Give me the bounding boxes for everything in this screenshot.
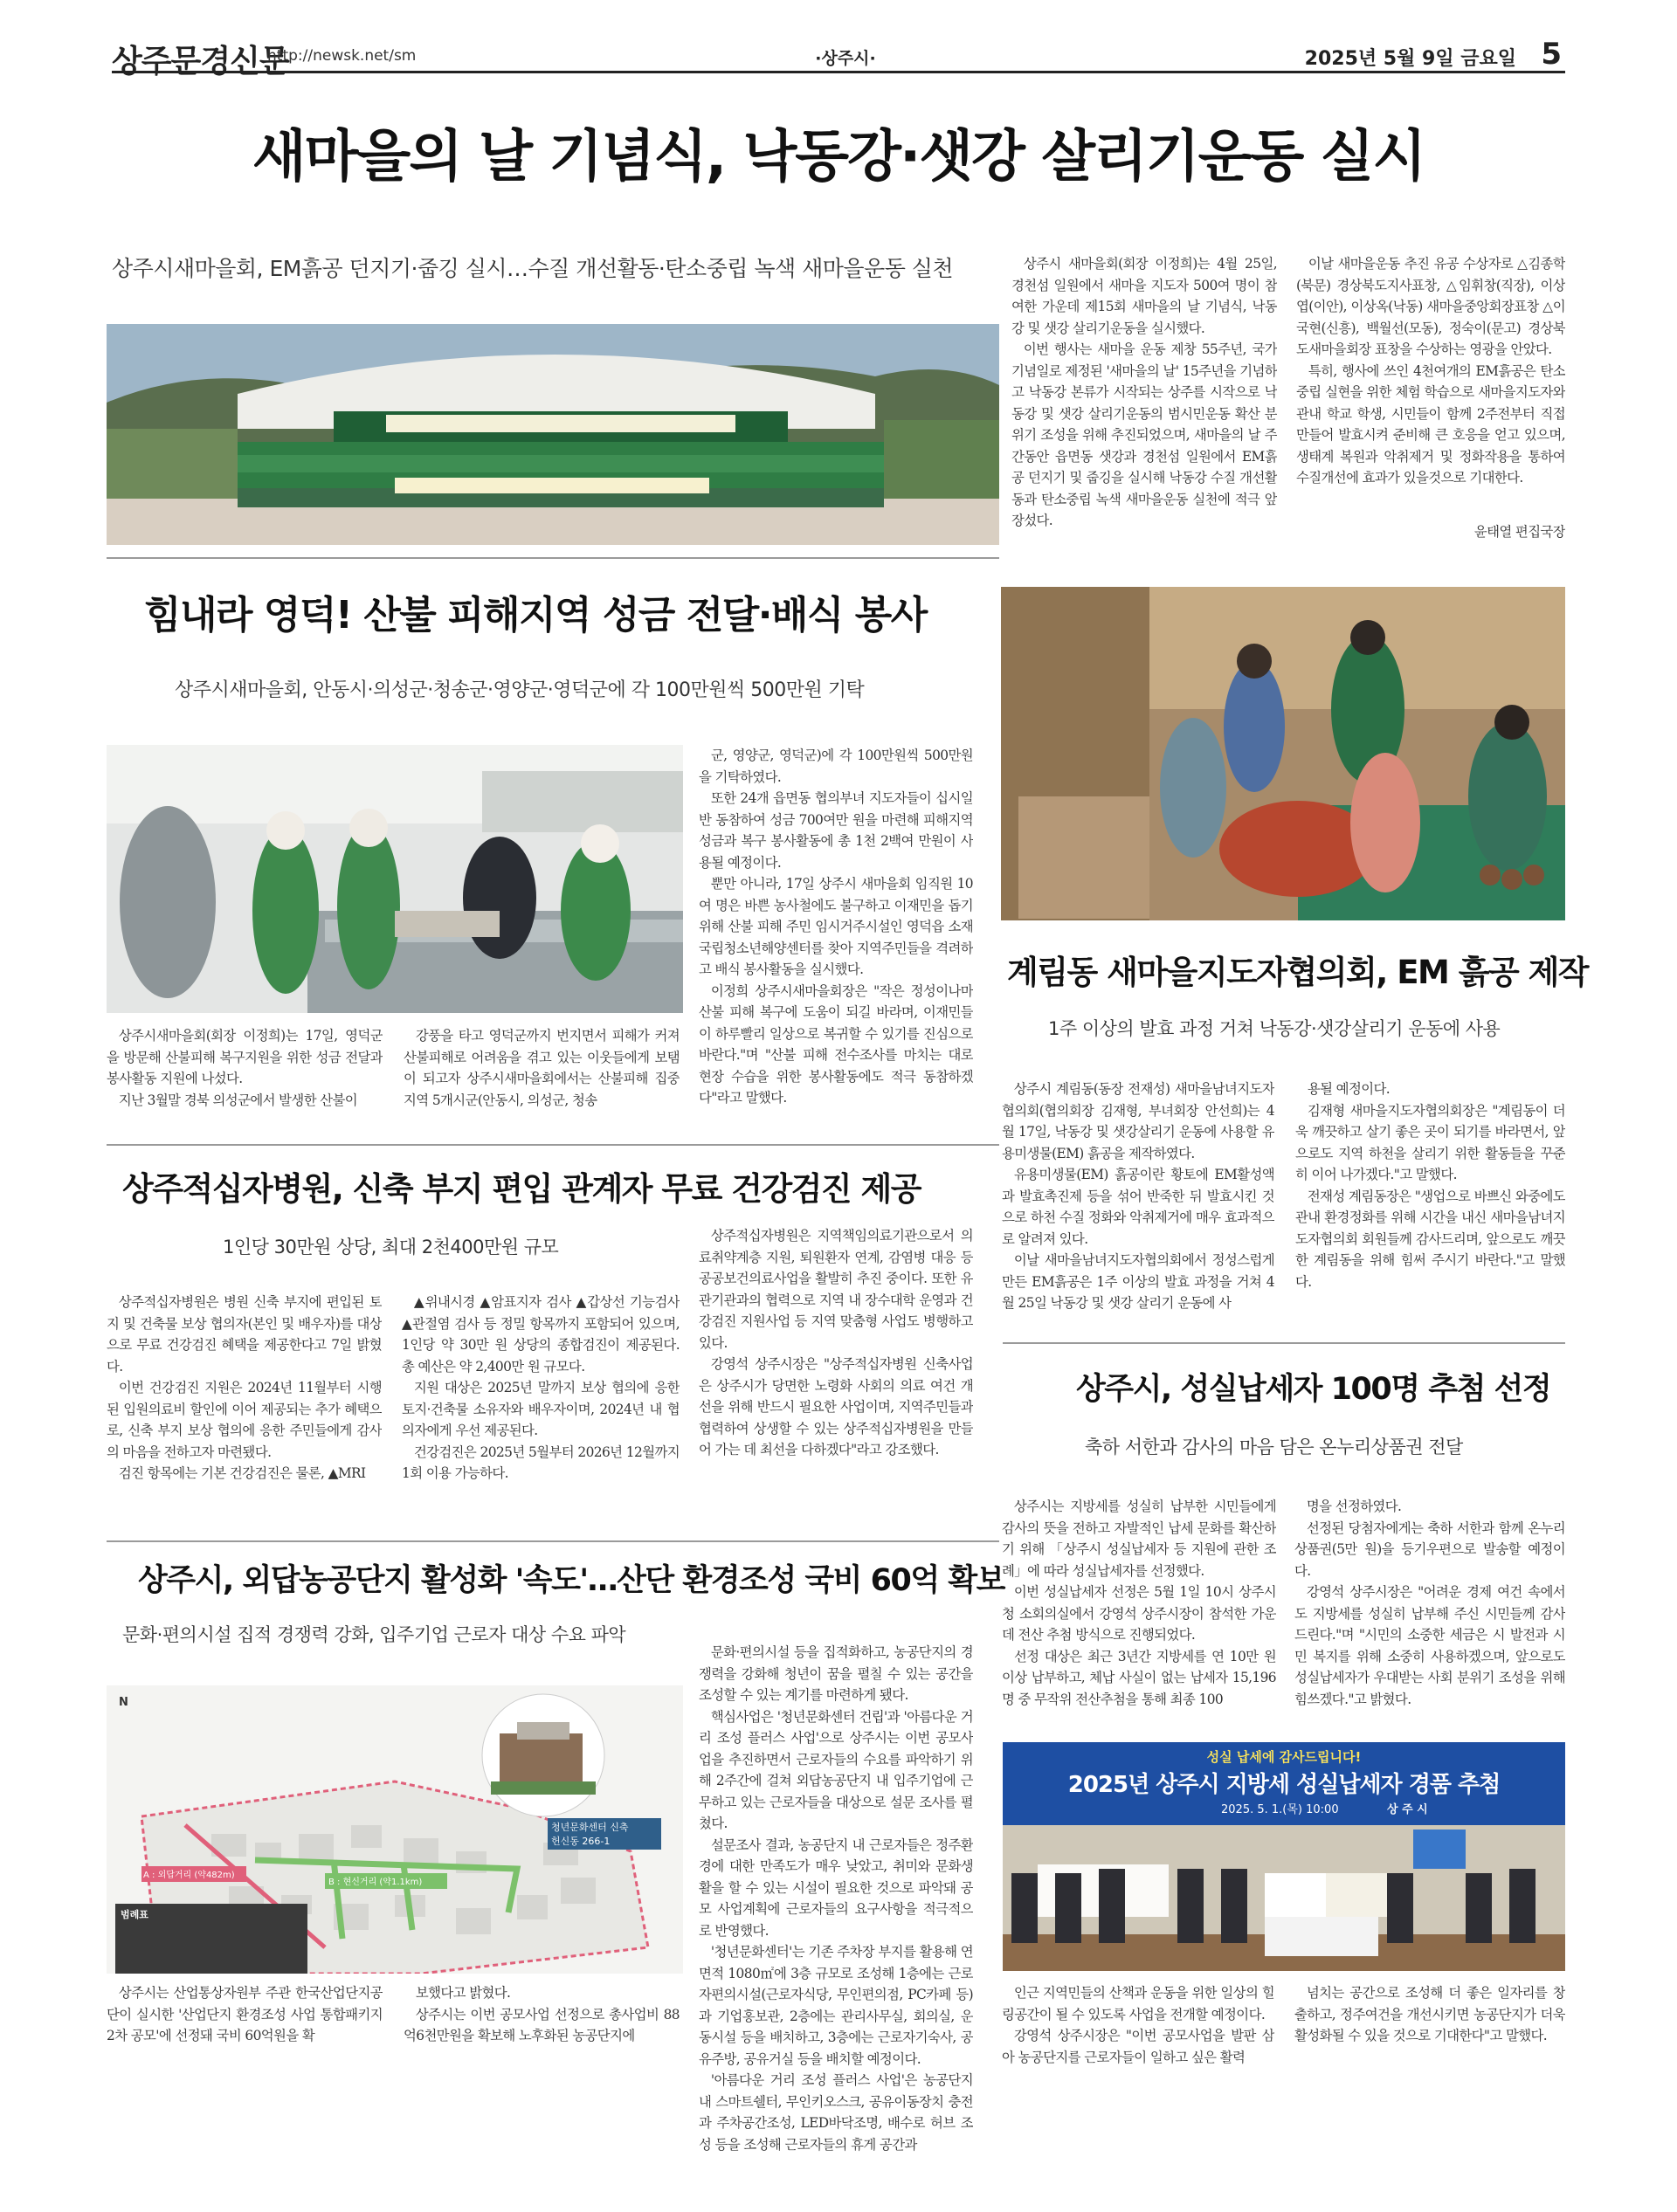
divider: [1003, 1342, 1565, 1344]
paragraph: 상주시새마을회(회장 이정희)는 17일, 영덕군을 방문해 산불피해 복구지원을 위한 성금 전달과 봉사활동 지원에 나섰다.: [107, 1028, 383, 1086]
paragraph: 용될 예정이다.: [1307, 1081, 1391, 1097]
a6-body-col-5: [1294, 1982, 1565, 2180]
paragraph: 강영석 상주시장은 "이번 공모사업을 발판 삼아 농공단지를 근로자들이 일하고 싶은 활력: [1002, 2028, 1274, 2065]
masthead: [112, 35, 1565, 79]
a1-body-col-2: [1296, 253, 1565, 520]
a2-body-col-1: [107, 1025, 383, 1130]
paragraph: 강풍을 타고 영덕군까지 번지면서 피해가 커져 산불피해로 어려움을 겪고 있는 이웃들에게 보탬이 되고자 상주시새마을회에서는 산불피해 집중지역 5개시군(안동시, 의성군, 청송: [404, 1028, 680, 1108]
paragraph: 보했다고 밝혔다.: [415, 1985, 511, 2001]
paragraph: 지난 3월말 경북 의성군에서 발생한 산불이: [118, 1092, 358, 1108]
paragraph: 상주시 계림동(동장 전재성) 새마을남녀지도자협의회(협의회장 김재형, 부녀회장 안선희)는 4월 17일, 낙동강 및 샛강살리기 운동에 사용할 유용미생물(EM) 흙공을 제작하였다.: [1002, 1081, 1274, 1161]
paragraph: 김재형 새마을지도자협의회장은 "계림동이 더욱 깨끗하고 살기 좋은 곳이 되기를 바라면서, 앞으로도 지역 하천을 살리기 위한 활동들을 꾸준히 이어 나가겠다."고 말했다.: [1295, 1102, 1565, 1182]
paragraph: '아름다운 거리 조성 플러스 사업'은 농공단지 내 스마트쉘터, 무인키오스크, 공유이동장치 충전과 주차공간조성, LED바닥조명, 배수로 허브 조성 등을 조성해 근로자들의 휴게 공간과: [699, 2072, 973, 2153]
paragraph: 문화·편의시설 등을 집적화하고, 농공단지의 경쟁력을 강화해 청년이 꿈을 펼칠 수 있는 공간을 조성할 수 있는 계기를 마련하게 됐다.: [699, 1644, 973, 1703]
paragraph: 전재성 계림동장은 "생업으로 바쁘신 와중에도 관내 환경정화를 위해 시간을 내신 새마을남녀지도자협의회 회원들께 감사드리며, 앞으로도 깨끗한 계림동을 위해 힘써 주시기 바란다."고 말했다.: [1295, 1188, 1565, 1290]
a4-body-col-1: [107, 1292, 382, 1527]
paragraph: 유용미생물(EM) 흙공이란 황토에 EM활성액과 발효촉진제 등을 섞어 반죽한 뒤 발효시킨 것으로 하천 수질 정화와 악취제거에 매우 효과적으로 알려져 있다.: [1002, 1167, 1274, 1247]
a3-body-col-2: [1295, 1078, 1565, 1330]
a4-body-col-2: [402, 1292, 680, 1527]
a3-subhead: 1주 이상의 발효 과정 거쳐 낙동강·샛강살리기 운동에 사용: [1048, 1018, 1501, 1039]
paragraph: 명을 선정하였다.: [1306, 1499, 1402, 1514]
a3-headline: 계림동 새마을지도자협의회, EM 흙공 제작: [1007, 954, 1589, 991]
paragraph: 특히, 행사에 쓰인 4천여개의 EM흙공은 탄소중립 실현을 위한 체험 학습으로 새마을지도자와 관내 학교 학생, 시민들이 함께 2주전부터 직접 만들어 발효시켜 준비해 큰 호응을 얻고 있으며, 생태계 복원과 악취제거 및 정화작용을 통하여 수질개선에 효과가 있을것으로 기대한다.: [1296, 362, 1565, 486]
paragraph: ▲위내시경 ▲암표지자 검사 ▲갑상선 기능검사 ▲관절염 검사 등 정밀 항목까지 포함되어 있으며, 1인당 약 30만 원 상당의 종합검진이 제공된다. 총 예산은 약 2,400만 원 규모다.: [402, 1294, 680, 1375]
paragraph: 핵심사업은 '청년문화센터 건립'과 '아름다운 거리 조성 플러스 사업'으로 상주시는 이번 공모사업을 추진하면서 근로자들의 수요를 파악하기 위해 2주간에 걸쳐 외답농공단지 내 입주기업에 근무하고 있는 근로자들을 대상으로 설문 조사를 펼쳤다.: [699, 1708, 973, 1831]
a5-banner-date: 2025. 5. 1.(목) 10:00: [1221, 1803, 1339, 1816]
a5-banner-top: 성실 납세에 감사드립니다!: [1206, 1749, 1362, 1765]
a4-headline: 상주적십자병원, 신축 부지 편입 관계자 무료 건강검진 제공: [122, 1170, 921, 1208]
paragraph: 이정희 상주시새마을회장은 "작은 정성이나마 산불 피해 복구에 도움이 되길 바라며, 이재민들이 하루빨리 일상으로 복귀할 수 있기를 진심으로 바란다."며 "산불 피해 전수조사를 마치는 대로 현장 수습을 위한 봉사활동에도 적극 동참하겠다"라고 말했다.: [699, 982, 973, 1106]
paragraph: 강영석 상주시장은 "상주적십자병원 신축사업은 상주시가 당면한 노령화 사회의 의료 여건 개선을 위해 반드시 필요한 사업이며, 지역주민들과 협력하여 상생할 수 있는 상주적십자병원을 만들어 가는 데 최선을 다하겠다"라고 강조했다.: [699, 1356, 973, 1457]
a5-headline: 상주시, 성실납세자 100명 추첨 선정: [1076, 1372, 1551, 1407]
newspaper-logo: 상주문경신문: [112, 44, 289, 79]
a2-body-col-2: [404, 1025, 680, 1130]
paragraph: 인근 지역민들의 산책과 운동을 위한 일상의 힐링공간이 될 수 있도록 사업을 전개할 예정이다.: [1002, 1985, 1274, 2022]
paragraph: 상주적십자병원은 지역책임의료기관으로서 의료취약계층 지원, 퇴원환자 연계, 감염병 대응 등 공공보건의료사업을 활발히 추진 중이다. 또한 유관기관과의 협력으로 지역 내 장수대학 운영과 건강검진 지원사업 등 지역 맞춤형 사업도 병행하고 있다.: [699, 1228, 973, 1351]
a5-body-col-1: [1002, 1496, 1276, 1732]
a1-subhead: 상주시새마을회, EM흙공 던지기·줍깅 실시…수질 개선활동·탄소중립 녹색 새마을운동 실천: [112, 256, 954, 281]
paragraph: 지원 대상은 2025년 말까지 보상 협의에 응한 토지·건축물 소유자와 배우자이며, 2024년 내 협의자에게 우선 제공된다.: [402, 1380, 680, 1438]
a6-body-col-4: [1002, 1982, 1274, 2180]
paragraph: 선정된 당첨자에게는 축하 서한과 함께 온누리상품권(5만 원)을 등기우편으로 발송할 예정이다.: [1294, 1519, 1565, 1579]
paragraph: 뿐만 아니라, 17일 상주시 새마을회 임직원 10여 명은 바쁜 농사철에도 불구하고 이재민을 돕기 위해 산불 피해 주민 임시거주시설인 영덕읍 소재 국립청소년해양센터를 찾아 지역주민들을 격려하고 배식 봉사활동을 실시했다.: [699, 876, 973, 977]
map-label-center: 청년문화센터 신축 헌신동 266-1: [548, 1818, 661, 1850]
a1-body-col-1: [1011, 253, 1277, 541]
paragraph: 상주시는 이번 공모사업 선정으로 총사업비 88억6천만원을 확보해 노후화된 농공단지에: [404, 2006, 680, 2043]
page-number: 5: [1541, 37, 1562, 72]
a6-subhead: 문화·편의시설 집적 경쟁력 강화, 입주기업 근로자 대상 수요 파악: [122, 1624, 626, 1645]
map-label-a: A : 외답거리 (약482m): [143, 1871, 235, 1880]
paragraph: 선정 대상은 최근 3년간 지방세를 연 10만 원 이상 납부하고, 체납 사실이 없는 납세자 15,196명 중 무작위 전산추첨을 통해 최종 100: [1002, 1648, 1276, 1707]
a1-headline: 새마을의 날 기념식, 낙동강·샛강 살리기운동 실시: [252, 125, 1425, 190]
a6-body-col-2: [404, 1982, 680, 2180]
paragraph: 상주적십자병원은 병원 신축 부지에 편입된 토지 및 건축물 보상 협의자(본인 및 배우자)를 대상으로 무료 건강검진 혜택을 제공한다고 7일 밝혔다.: [107, 1294, 382, 1375]
a4-subhead: 1인당 30만원 상당, 최대 2천400만원 규모: [223, 1237, 559, 1258]
divider: [107, 1540, 999, 1542]
a5-banner-org: 상 주 시: [1387, 1803, 1428, 1816]
paragraph: 강영석 상주시장은 "어려운 경제 여건 속에서도 지방세를 성실히 납부해 주신 시민들께 감사드린다."며 "시민의 소중한 세금은 시 발전과 시민 복지를 위해 소중히 사용하겠으며, 앞으로도 성실납세자가 우대받는 사회 분위기 조성을 위해 힘쓰겠다."고 밝혔다.: [1294, 1584, 1565, 1707]
a5-banner-title: 2025년 상주시 지방세 성실납세자 경품 추첨: [1067, 1772, 1501, 1798]
paragraph: 이날 새마을운동 추진 유공 수상자로 △김종학(북문) 경상북도지사표창, △임휘창(직장), 이상엽(이안), 이상옥(낙동) 새마을중앙회장표창 △이국현(신흥), 백월선(모동), 정숙이(문고) 경상북도새마을회장 표창을 수상하는 영광을 안았다.: [1296, 256, 1565, 357]
a5-subhead: 축하 서한과 감사의 마음 담은 온누리상품권 전달: [1085, 1437, 1463, 1457]
masthead-url[interactable]: http://newsk.net/sm: [267, 47, 417, 65]
paragraph: 이번 성실납세자 선정은 5월 1일 10시 상주시청 소회의실에서 강영석 상주시장이 참석한 가운데 전산 추첨 방식으로 진행되었다.: [1002, 1584, 1276, 1643]
divider: [107, 1144, 999, 1146]
a2-subhead: 상주시새마을회, 안동시·의성군·청송군·영양군·영덕군에 각 100만원씩 500만원 기탁: [175, 679, 865, 701]
paragraph: 상주시는 산업통상자원부 주관 한국산업단지공단이 실시한 '산업단지 환경조성 사업 통합패키지 2차 공모'에 선정돼 국비 60억원을 확: [107, 1985, 383, 2043]
paragraph: 설문조사 결과, 농공단지 내 근로자들은 정주환경에 대한 만족도가 매우 낮았고, 취미와 문화생활을 할 수 있는 시설이 필요한 것으로 파악돼 공모 사업계획에 근로자들의 요구사항을 적극적으로 반영했다.: [699, 1836, 973, 1939]
paragraph: 이날 새마을남녀지도자협의회에서 정성스럽게 만든 EM흙공은 1주 이상의 발효 과정을 거쳐 4월 25일 낙동강 및 샛강 살리기 운동에 사: [1002, 1252, 1274, 1311]
a4-body-col-3: [699, 1225, 973, 1527]
a2-photo-meal-service: [107, 745, 683, 1013]
paragraph: 건강검진은 2025년 5월부터 2026년 12월까지 1회 이용 가능하다.: [402, 1444, 680, 1481]
paragraph: 군, 영양군, 영덕군)에 각 100만원씩 500만원을 기탁하였다.: [699, 748, 973, 785]
a1-signature: 윤태열 편집국장: [1473, 524, 1565, 540]
a5-photo-lottery: [1003, 1742, 1565, 1971]
section-name: ·상주시·: [815, 49, 876, 68]
paragraph: '청년문화센터'는 기존 주차장 부지를 활용해 연면적 1080㎡에 3층 규모로 조성해 1층에는 근로자편의시설(근로자식당, 무인편의점, PC카페 등)과 기업홍보관, 2층에는 관리사무실, 회의실, 운동시설 등을 배치하고, 3층에는 근로자기숙사, 공유주방, 공유거실 등을 배치할 예정이다.: [699, 1944, 973, 2067]
a6-map-industrial-complex: [107, 1685, 683, 1974]
paragraph: 검진 항목에는 기본 건강검진은 물론, ▲MRI: [118, 1465, 366, 1481]
a2-body-col-3: [699, 745, 973, 1131]
a2-headline: 힘내라 영덕! 산불 피해지역 성금 전달·배식 봉사: [144, 593, 927, 637]
a6-headline: 상주시, 외답농공단지 활성화 '속도'…산단 환경조성 국비 60억 확보: [138, 1563, 1004, 1598]
a5-body-col-2: [1294, 1496, 1565, 1732]
paragraph: 넘치는 공간으로 조성해 더 좋은 일자리를 창출하고, 정주여건을 개선시키면 농공단지가 더욱 활성화될 수 있을 것으로 기대한다"고 말했다.: [1294, 1985, 1565, 2043]
paragraph: 이번 행사는 새마을 운동 제창 55주년, 국가기념일로 제정된 '새마을의 날' 15주년을 기념하고 낙동강 본류가 시작되는 상주를 시작으로 낙동강 및 샛강 살리기운동의 범시민운동 확산 분위기 조성을 위해 추진되었으며, 새마을의 날 주간동안 읍면동 샛강과 경천섬 일원에서 EM흙공 던지기 및 줍깅을 실시해 낙동강 수질 개선활동과 탄소중립 녹색 새마을운동 실천에 적극 앞장섰다.: [1011, 341, 1277, 528]
a6-body-col-1: [107, 1982, 383, 2180]
map-label-b: B : 현신거리 (약1.1km): [328, 1878, 423, 1887]
issue-date: 2025년 5월 9일 금요일: [1304, 48, 1516, 70]
a6-body-col-3: [699, 1642, 973, 2180]
map-legend-title: 범례표: [121, 1909, 148, 1920]
map-north-arrow: N: [119, 1696, 128, 1709]
paragraph: 이번 건강검진 지원은 2024년 11월부터 시행된 입원의료비 할인에 이어 제공되는 추가 혜택으로, 신축 부지 보상 협의에 응한 주민들에게 감사의 마음을 전하고자 마련됐다.: [107, 1380, 382, 1460]
paragraph: 상주시 새마을회(회장 이정희)는 4월 25일, 경천섬 일원에서 새마을 지도자 500여 명이 참여한 가운데 제15회 새마을의 날 기념식, 낙동강 및 샛강 살리기운동을 실시했다.: [1011, 256, 1277, 336]
paragraph: 상주시는 지방세를 성실히 납부한 시민들에게 감사의 뜻을 전하고 자발적인 납세 문화를 확산하기 위해 「상주시 성실납세자 등 지원에 관한 조례」에 따라 성실납세자를 선정했다.: [1002, 1499, 1276, 1579]
divider: [107, 557, 999, 559]
a3-body-col-1: [1002, 1078, 1274, 1330]
paragraph: 또한 24개 읍면동 협의부녀 지도자들이 십시일반 동참하여 성금 700여만 원을 마련해 피해지역 성금과 복구 봉사활동에 총 1천 2백여 만원이 사용될 예정이다.: [699, 790, 973, 871]
a3-photo-em-making: [1001, 587, 1565, 920]
a1-photo-ceremony: [107, 324, 999, 545]
